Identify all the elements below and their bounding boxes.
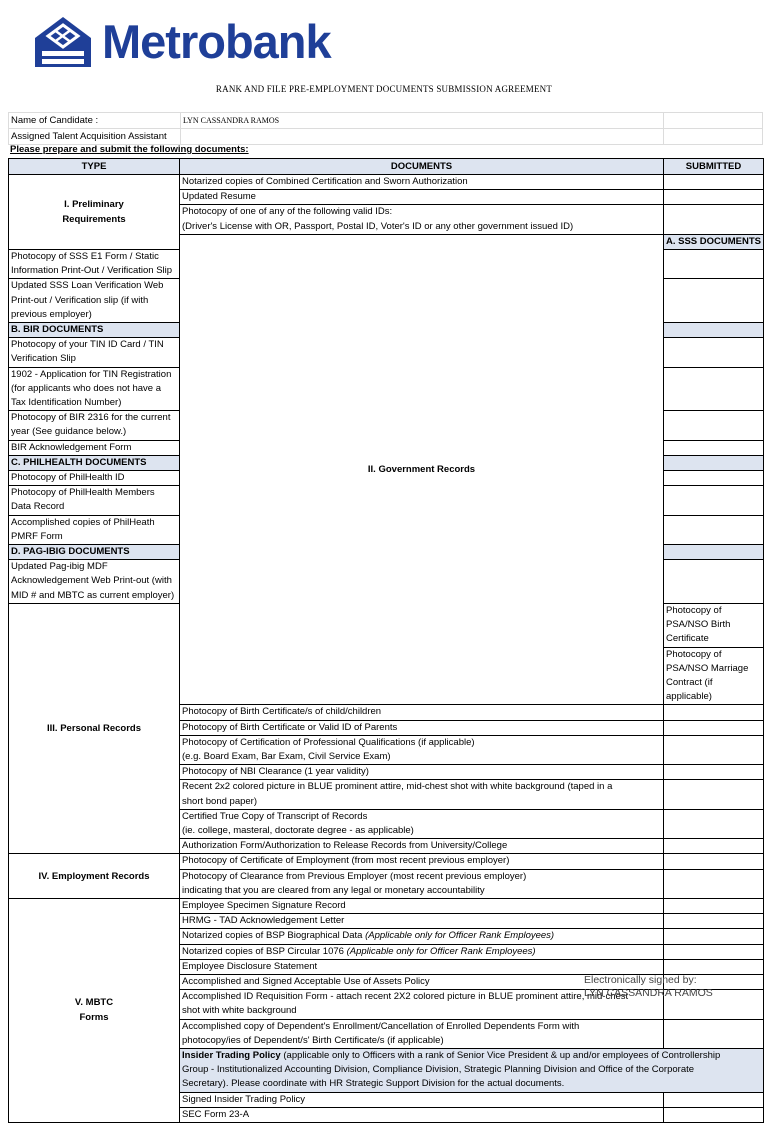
submitted-cell[interactable] — [664, 944, 764, 959]
insider-trading-policy-note — [180, 1048, 764, 1092]
section-header-sss: A. SSS DOCUMENTS — [664, 234, 764, 249]
submitted-cell[interactable] — [664, 175, 764, 190]
type-employment-records: IV. Employment Records — [9, 854, 180, 899]
signature-name: LYN CASSANDRA RAMOS — [584, 987, 713, 999]
col-documents-header: DOCUMENTS — [180, 159, 664, 175]
instruction-text: Please prepare and submit the following documents: — [10, 144, 249, 155]
section-header-pagibig: D. PAG-IBIG DOCUMENTS — [9, 545, 180, 560]
submitted-cell[interactable] — [664, 1107, 764, 1122]
candidate-name-value: LYN CASSANDRA RAMOS — [181, 113, 664, 129]
submitted-cell[interactable] — [664, 1092, 764, 1107]
table-row — [9, 898, 764, 913]
document-item — [180, 735, 664, 764]
document-item — [180, 205, 664, 234]
item-line: Accomplished copy of Dependent's Enrollment/Cancellation of Enrolled Dependents Form with — [182, 1020, 580, 1032]
document-item: Authorization Form/Authorization to Release Records from University/College — [180, 839, 664, 854]
candidate-info-table — [8, 112, 763, 145]
type-label-line: Forms — [79, 1012, 109, 1024]
brand-name: Metrobank — [102, 15, 331, 68]
item-line: Certified True Copy of Transcript of Records — [182, 810, 368, 822]
submitted-cell[interactable] — [664, 250, 764, 279]
type-label-line: V. MBTC — [74, 997, 114, 1009]
document-item — [180, 869, 664, 898]
item-line: Accomplished ID Requisition Form - attach recent 2X2 colored picture in BLUE prominent attire, mid-chest — [182, 991, 629, 1003]
type-label-line: I. Preliminary — [64, 199, 124, 210]
document-item: Photocopy of SSS E1 Form / Static Information Print-Out / Verification Slip — [9, 250, 180, 279]
document-item: Photocopy of Certificate of Employment (from most recent previous employer) — [180, 854, 664, 869]
document-item: Photocopy of Birth Certificate/s of child/children — [180, 705, 664, 720]
document-item — [180, 809, 664, 838]
type-label-line: Requirements — [62, 214, 126, 225]
item-line: Photocopy of one of any of the following valid IDs: — [182, 206, 393, 218]
item-line: indicating that you are cleared from any legal or monetary accountability — [182, 884, 485, 896]
document-item: Signed Insider Trading Policy — [180, 1092, 664, 1107]
signature-caption: Electronically signed by: — [584, 974, 697, 986]
item-line: (e.g. Board Exam, Bar Exam, Civil Service Exam) — [182, 750, 391, 762]
document-item: Photocopy of Birth Certificate or Valid ID of Parents — [180, 720, 664, 735]
document-item: SEC Form 23-A — [180, 1107, 664, 1122]
document-item: Updated Resume — [180, 190, 664, 205]
table-row — [9, 854, 764, 869]
document-item — [180, 780, 664, 809]
document-item: Notarized copies of Combined Certification and Sworn Authorization — [180, 175, 664, 190]
document-item: Photocopy of PhilHealth Members Data Record — [9, 486, 180, 515]
item-line: photocopy/ies of Dependent/s' Birth Certificate/s (if applicable) — [182, 1034, 444, 1046]
document-item: HRMG - TAD Acknowledgement Letter — [180, 914, 664, 929]
submitted-cell[interactable] — [664, 486, 764, 515]
item-line: Notarized copies of BSP Circular 1076 — [182, 945, 344, 957]
item-line: (ie. college, masteral, doctorate degree - as applicable) — [182, 824, 414, 836]
type-mbtc-forms — [9, 898, 180, 1122]
submitted-cell[interactable] — [664, 705, 764, 720]
document-item: Photocopy of your TIN ID Card / TIN Verification Slip — [9, 338, 180, 367]
submitted-cell[interactable] — [664, 440, 764, 455]
document-item: Photocopy of PSA/NSO Birth Certificate — [664, 603, 764, 647]
submitted-cell[interactable] — [664, 411, 764, 440]
metrobank-diamond-icon — [34, 16, 92, 68]
submitted-cell[interactable] — [664, 854, 764, 869]
table-row — [9, 175, 764, 190]
submitted-cell — [664, 323, 764, 338]
submitted-cell[interactable] — [664, 279, 764, 323]
submitted-cell[interactable] — [664, 338, 764, 367]
document-item: Photocopy of BIR 2316 for the current year (See guidance below.) — [9, 411, 180, 440]
document-item: Photocopy of PhilHealth ID — [9, 471, 180, 486]
assistant-value — [181, 129, 664, 145]
submitted-cell[interactable] — [664, 869, 764, 898]
submitted-cell — [664, 455, 764, 470]
item-line: shot with white background — [182, 1005, 297, 1017]
document-title: RANK AND FILE PRE-EMPLOYMENT DOCUMENTS SUBMISSION AGREEMENT — [215, 84, 553, 94]
table-header-row — [9, 159, 764, 175]
col-type-header: TYPE — [9, 159, 180, 175]
document-item: Employee Specimen Signature Record — [180, 898, 664, 913]
item-line: Recent 2x2 colored picture in BLUE prominent attire, mid-chest shot with white background (taped in a — [182, 781, 613, 793]
document-item: Employee Disclosure Statement — [180, 959, 664, 974]
section-header-bir: B. BIR DOCUMENTS — [9, 323, 180, 338]
type-preliminary — [9, 175, 180, 250]
col-submitted-header: SUBMITTED — [664, 159, 764, 175]
item-line: (Driver's License with OR, Passport, Postal ID, Voter's ID or any other government issued ID) — [182, 220, 574, 232]
document-item: Photocopy of PSA/NSO Marriage Contract (if applicable) — [664, 647, 764, 705]
submitted-cell[interactable] — [664, 190, 764, 205]
item-line: Group - Institutionalized Accounting Division, Compliance Division, Strategic Planning Division and Office of the Corporate — [182, 1064, 695, 1076]
submitted-cell[interactable] — [664, 205, 764, 234]
submitted-cell[interactable] — [664, 720, 764, 735]
item-line: Secretary). Please coordinate with HR Strategic Support Division for the actual documents. — [182, 1078, 565, 1090]
document-item: Accomplished copies of PhilHeath PMRF Form — [9, 515, 180, 544]
assistant-label: Assigned Talent Acquisition Assistant — [9, 129, 181, 145]
item-note: (Applicable only for Officer Rank Employees) — [365, 930, 555, 942]
item-line: Photocopy of Certification of Professional Qualifications (if applicable) — [182, 736, 475, 748]
assistant-extra — [664, 129, 763, 145]
candidate-name-label: Name of Candidate : — [9, 113, 181, 129]
submitted-cell[interactable] — [664, 560, 764, 604]
document-item — [180, 944, 664, 959]
insider-trading-title: Insider Trading Policy — [182, 1049, 281, 1061]
document-item: Photocopy of NBI Clearance (1 year validity) — [180, 765, 664, 780]
submitted-cell[interactable] — [664, 929, 764, 944]
section-header-philhealth: C. PHILHEALTH DOCUMENTS — [9, 455, 180, 470]
submitted-cell[interactable] — [664, 765, 764, 780]
submitted-cell[interactable] — [664, 809, 764, 838]
submitted-cell[interactable] — [664, 959, 764, 974]
submitted-cell[interactable] — [664, 780, 764, 809]
item-note: (Applicable only for Officer Rank Employees) — [346, 945, 536, 957]
document-item: Updated SSS Loan Verification Web Print-out / Verification slip (if with previous employer) — [9, 279, 180, 323]
submitted-cell[interactable] — [664, 898, 764, 913]
document-item: Updated Pag-ibig MDF Acknowledgement Web Print-out (with MID # and MBTC as current employer) — [9, 560, 180, 604]
document-item — [180, 929, 664, 944]
item-line: (applicable only to Officers with a rank of Senior Vice President & up and/or employees of Controllership — [283, 1049, 721, 1061]
item-line: Notarized copies of BSP Biographical Data — [182, 930, 363, 942]
submitted-cell[interactable] — [664, 471, 764, 486]
candidate-name-extra — [664, 113, 763, 129]
submitted-cell[interactable] — [664, 839, 764, 854]
submitted-cell[interactable] — [664, 1019, 764, 1048]
document-item: BIR Acknowledgement Form — [9, 440, 180, 455]
electronic-signature — [584, 974, 713, 1000]
item-line: Photocopy of Clearance from Previous Employer (most recent previous employer) — [182, 870, 527, 882]
document-item: Accomplished and Signed Acceptable Use of Assets Policy — [180, 974, 664, 989]
type-government-records: II. Government Records — [180, 234, 664, 705]
submitted-cell — [664, 545, 764, 560]
submitted-cell[interactable] — [664, 367, 764, 411]
type-personal-records: III. Personal Records — [9, 603, 180, 853]
submitted-cell[interactable] — [664, 515, 764, 544]
document-item — [180, 1019, 664, 1048]
submitted-cell[interactable] — [664, 735, 764, 764]
submitted-cell[interactable] — [664, 914, 764, 929]
document-item: 1902 - Application for TIN Registration (for applicants who does not have a Tax Identification Number) — [9, 367, 180, 411]
metrobank-logo — [34, 14, 331, 70]
item-line: short bond paper) — [182, 795, 257, 807]
